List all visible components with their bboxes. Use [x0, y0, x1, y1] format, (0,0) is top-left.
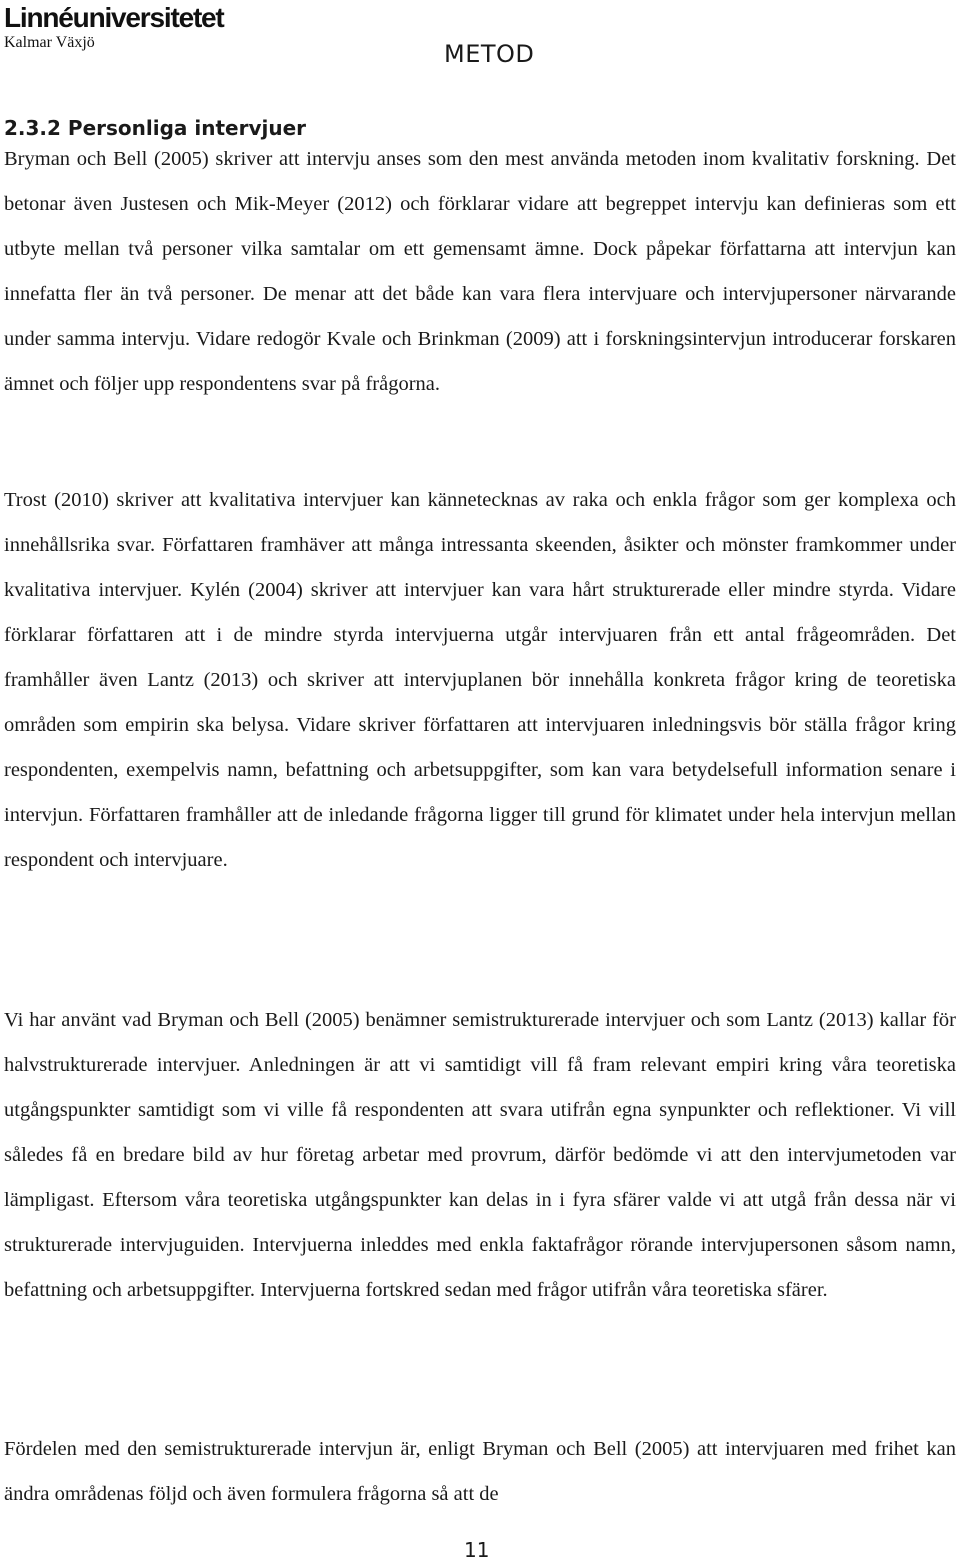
logo-subtitle: Kalmar Växjö — [4, 34, 95, 51]
section-title: METOD — [444, 40, 535, 68]
paragraph-2 — [4, 478, 956, 883]
subsection-heading: 2.3.2 Personliga intervjuer — [4, 116, 307, 140]
paragraph-4 — [4, 1427, 956, 1517]
paragraph-3 — [4, 998, 956, 1313]
university-logo — [4, 2, 224, 52]
page-number: 11 — [464, 1538, 490, 1562]
logo-name: Linnéuniversitetet — [4, 2, 224, 33]
paragraph-text: Vi har använt vad Bryman och Bell (2005) benämner semistrukturerade intervjuer och som Lantz (2013) kallar för halvstrukturerade intervjuer. Anledningen är att vi samtidigt vill få fram relevant empiri kring våra teoretiska utgångspunkter samtidigt som vi ville få respondenten att svara utifrån egna synpunkter och reflektioner. Vi vill således få en bredare bild av hur företag arbetar med provrum, därför bedömde vi att den intervjumetoden var lämpligast. Eftersom våra teoretiska utgångspunkter kan delas in i fyra sfärer valde vi att utgå från dessa när vi strukturerade intervjuguiden. Intervjuerna inleddes med enkla faktafrågor rörande intervjupersonen såsom namn, befattning och arbetsuppgifter. Intervjuerna fortskred sedan med frågor utifrån våra teoretiska sfärer. — [4, 1009, 956, 1301]
paragraph-text: Bryman och Bell (2005) skriver att intervju anses som den mest använda metoden inom kvalitativ forskning. Det betonar även Justesen och Mik-Meyer (2012) och förklarar vidare att begreppet intervju kan definieras som ett utbyte mellan två personer vilka samtalar om ett gemensamt ämne. Dock påpekar författarna att intervjun kan innefatta fler än två personer. De menar att det både kan vara flera intervjuare och intervjupersoner närvarande under samma intervju. Vidare redogör Kvale och Brinkman (2009) att i forskningsintervjun introducerar forskaren ämnet och följer upp respondentens svar på frågorna. — [4, 148, 956, 395]
paragraph-text: Fördelen med den semistrukturerade intervjun är, enligt Bryman och Bell (2005) att intervjuaren med frihet kan ändra områdenas följd och även formulera frågorna så att de — [4, 1438, 956, 1505]
paragraph-text: Trost (2010) skriver att kvalitativa intervjuer kan kännetecknas av raka och enkla frågor som ger komplexa och innehållsrika svar. Författaren framhäver att många intressanta skeenden, åsikter och mönster framkommer under kvalitativa intervjuer. Kylén (2004) skriver att intervjuer kan vara hårt strukturerade eller mindre styrda. Vidare förklarar författaren att i de mindre styrda intervjuerna utgår intervjuaren från ett antal frågeområden. Det framhåller även Lantz (2013) och skriver att intervjuplanen bör innehålla konkreta frågor kring de teoretiska områden som empirin ska belysa. Vidare skriver författaren att intervjuaren inledningsvis bör ställa frågor kring respondenten, exempelvis namn, befattning och arbetsuppgifter, som kan vara betydelsefull information senare i intervjun. Författaren framhåller att de inledande frågorna ligger till grund för klimatet under hela intervjun mellan respondent och intervjuare. — [4, 489, 956, 871]
paragraph-1 — [4, 137, 956, 407]
